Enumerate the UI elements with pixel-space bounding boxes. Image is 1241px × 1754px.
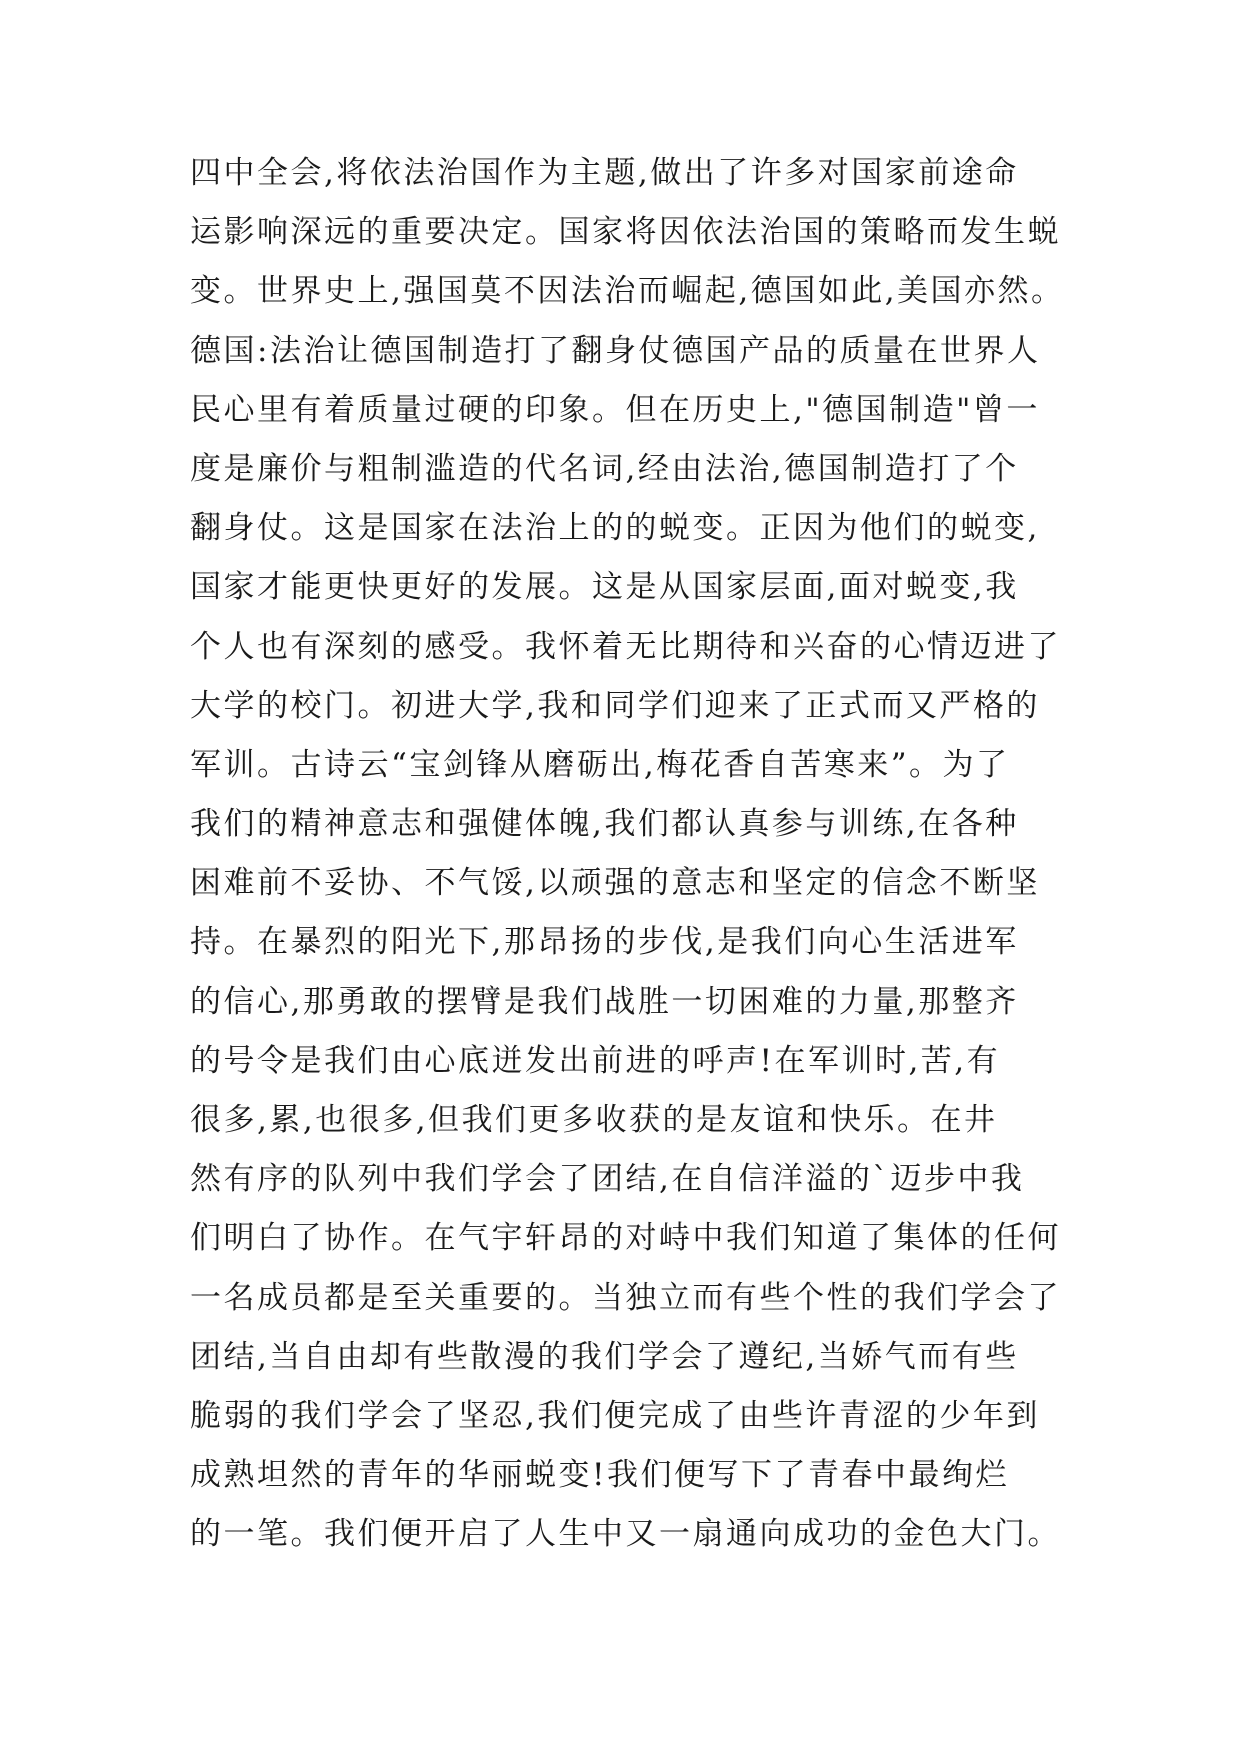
text-line: 军训。古诗云“宝剑锋从磨砺出,梅花香自苦寒来”。为了 xyxy=(190,746,1010,783)
text-line: 的信心,那勇敢的摆臂是我们战胜一切困难的力量,那整齐 xyxy=(190,983,1019,1020)
text-line: 脆弱的我们学会了坚忍,我们便完成了由些许青涩的少年到 xyxy=(190,1397,1040,1434)
text-line: 然有序的队列中我们学会了团结,在自信洋溢的`迈步中我 xyxy=(190,1161,1025,1198)
text-line: 国家才能更快更好的发展。这是从国家层面,面对蜕变,我 xyxy=(190,569,1019,606)
text-line: 变。世界史上,强国莫不因法治而崛起,德国如此,美国亦然。 xyxy=(190,273,1065,310)
text-line: 我们的精神意志和强健体魄,我们都认真参与训练,在各种 xyxy=(190,806,1019,843)
text-line: 运影响深远的重要决定。国家将因依法治国的策略而发生蜕 xyxy=(190,214,1061,251)
text-line: 翻身仗。这是国家在法治上的的蜕变。正因为他们的蜕变, xyxy=(190,510,1040,547)
text-line: 持。在暴烈的阳光下,那昂扬的步伐,是我们向心生活进军 xyxy=(190,924,1019,961)
text-line: 民心里有着质量过硬的印象。但在历史上,"德国制造"曾一 xyxy=(190,391,1040,428)
text-line: 的号令是我们由心底迸发出前进的呼声!在军训时,苦,有 xyxy=(190,1042,1001,1079)
text-line: 度是廉价与粗制滥造的代名词,经由法治,德国制造打了个 xyxy=(190,450,1019,487)
text-line: 很多,累,也很多,但我们更多收获的是友谊和快乐。在井 xyxy=(190,1102,998,1138)
text-line: 成熟坦然的青年的华丽蜕变!我们便写下了青春中最绚烂 xyxy=(190,1457,1009,1494)
text-line: 四中全会,将依法治国作为主题,做出了许多对国家前途命 xyxy=(190,155,1019,191)
text-line: 大学的校门。初进大学,我和同学们迎来了正式而又严格的 xyxy=(190,687,1040,724)
text-line: 团结,当自由却有些散漫的我们学会了遵纪,当娇气而有些 xyxy=(190,1338,1019,1375)
text-line: 困难前不妥协、不气馁,以顽强的意志和坚定的信念不断坚 xyxy=(190,865,1040,902)
text-line: 德国:法治让德国制造打了翻身仗德国产品的质量在世界人 xyxy=(190,332,1041,369)
body-text xyxy=(190,144,1070,1565)
text-line: 的一笔。我们便开启了人生中又一扇通向成功的金色大门。 xyxy=(190,1516,1061,1553)
text-line: 一名成员都是至关重要的。当独立而有些个性的我们学会了 xyxy=(190,1279,1061,1316)
text-line: 们明白了协作。在气宇轩昂的对峙中我们知道了集体的任何 xyxy=(190,1220,1061,1257)
text-line: 个人也有深刻的感受。我怀着无比期待和兴奋的心情迈进了 xyxy=(190,628,1061,665)
